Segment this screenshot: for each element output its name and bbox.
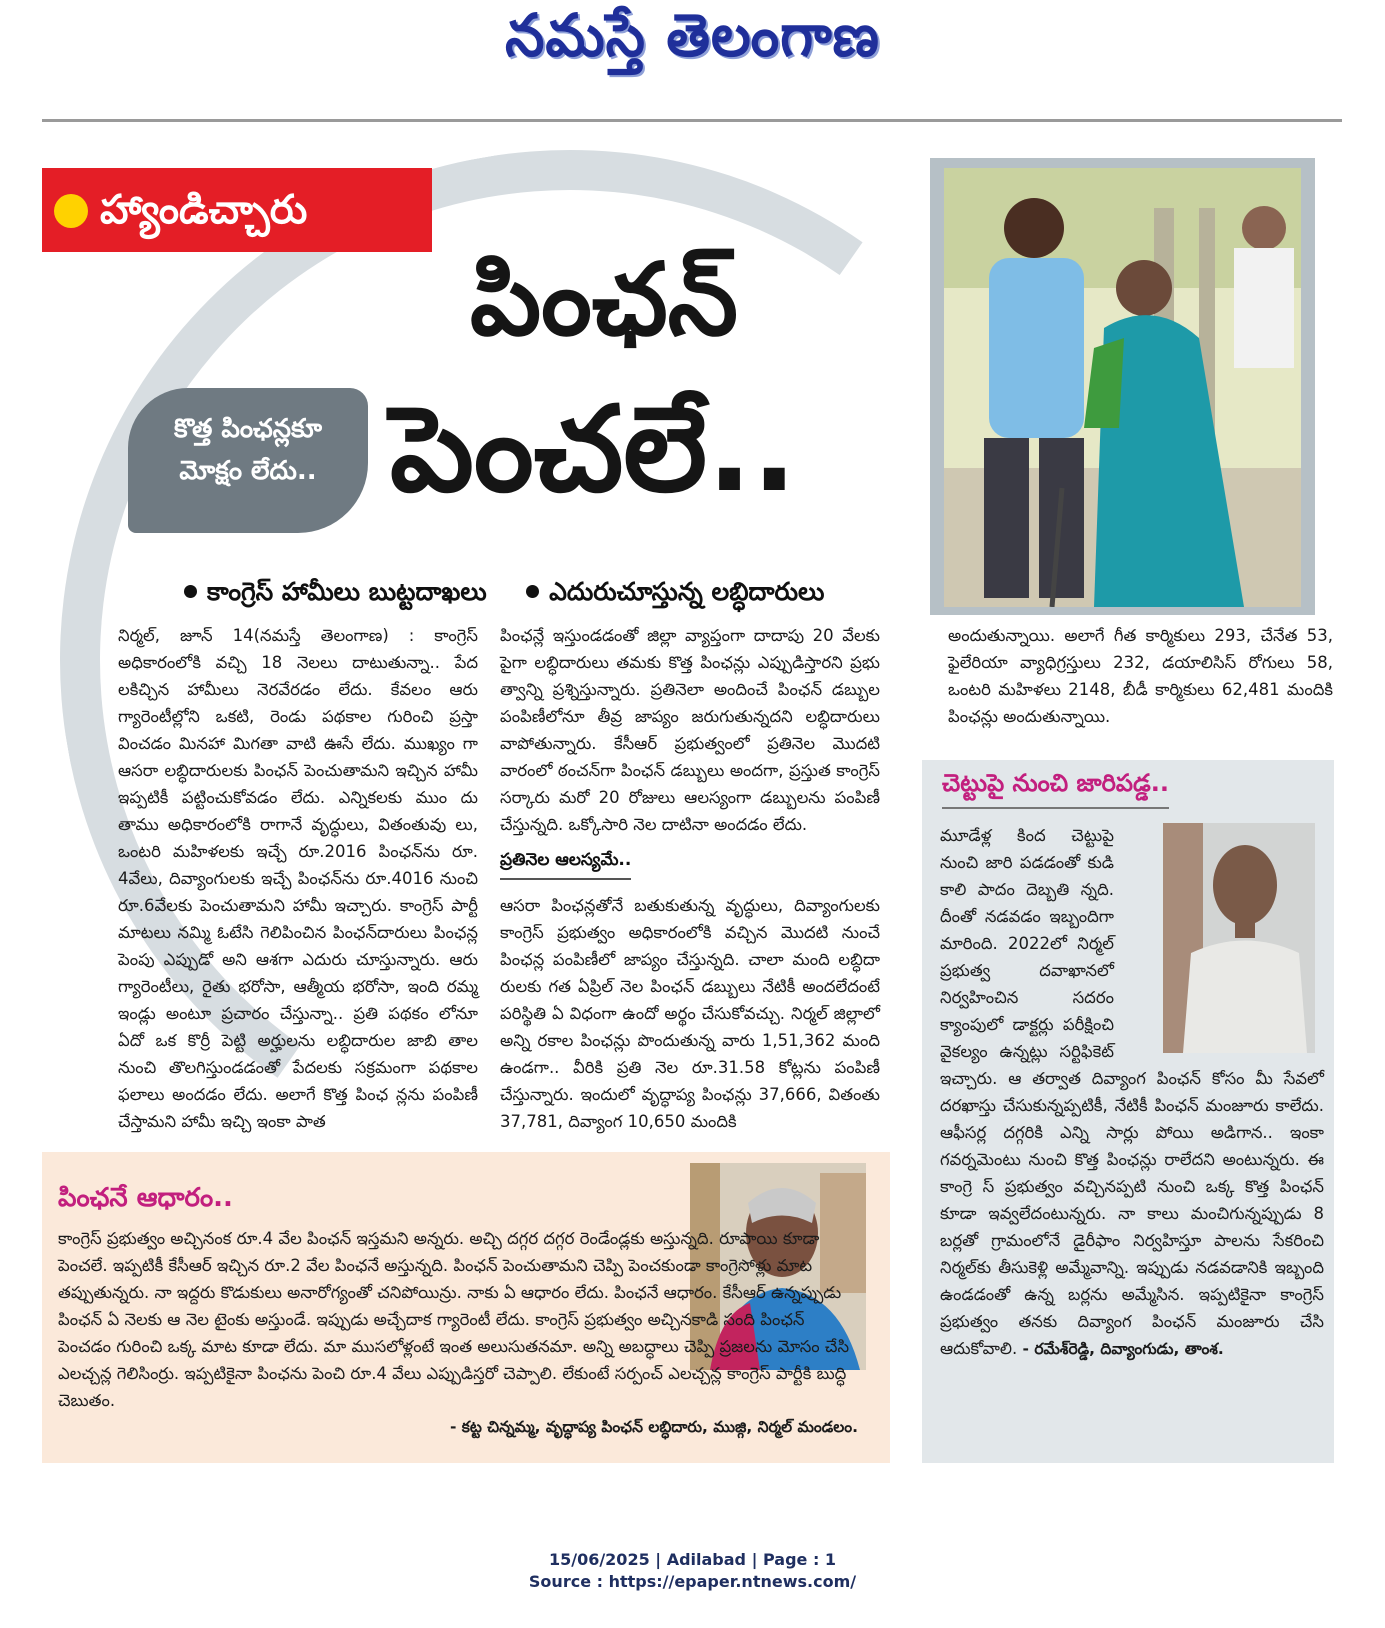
kicker-banner: హ్యాండిచ్చారు bbox=[42, 168, 432, 252]
elderly-couple-photo bbox=[944, 168, 1301, 607]
testimony-paragraph bbox=[58, 1225, 858, 1414]
box-title: చెట్టుపై నుంచి జారిపడ్డ.. bbox=[942, 769, 1169, 809]
box-text bbox=[58, 1225, 858, 1441]
article-paragraph: పింఛన్లే ఇస్తుండడంతో జిల్లా వ్యాప్తంగా దాదాపు 20 వేలకు పైగా లబ్ధిదారులు తమకు కొత్త పింఛన్లు ఎప్పుడిస్తారని ప్రభు త్వాన్ని ప్రశ్నిస్తున్నారు. ప్రతినెలా అందించే పింఛన్ డబ్బుల పంపిణీలోనూ తీవ్ర జాప్యం జరుగుతున్నదని లబ్ధిదారులు వాపోతున్నారు. కేసీఆర్ ప్రభుత్వంలో ప్రతినెల మొదటి వారంలో ఠంచన్‌గా పింఛన్ డబ్బులు అందగా, ప్రస్తుత కాంగ్రెస్ సర్కారు మరో 20 రోజులు ఆలస్యంగా డబ్బులను పంపిణీ చేస్తున్నది. ఒక్కోసారి నెల దాటినా అందడం లేదు. bbox=[500, 626, 880, 834]
headline-line-2: పెంచలే.. bbox=[390, 380, 797, 518]
subhead-1: కాంగ్రెస్ హామీలు బుట్టదాఖలు bbox=[207, 577, 487, 606]
bullet-icon bbox=[526, 585, 539, 598]
subheads bbox=[184, 577, 824, 613]
footer-source-link[interactable]: Source : https://epaper.ntnews.com/ bbox=[528, 1572, 857, 1591]
testimony-credit: - కట్ట చిన్నమ్మ, వృద్ధాప్య పింఛన్ లబ్ధిదారు, ముజ్గి, నిర్మల్ మండలం. bbox=[449, 1418, 858, 1436]
kicker-dot-icon bbox=[54, 194, 88, 228]
testimony-credit: - రమేశ్‌రెడ్డి, దివ్యాంగుడు, తాంశ. bbox=[1022, 1340, 1224, 1358]
article-paragraph: నిర్మల్, జూన్ 14(నమస్తే తెలంగాణ) : కాంగ్రెస్ అధికారంలోకి వచ్చి 18 నెలలు దాటుతున్నా.. పేద లకిచ్చిన హామీలు నెరవేరడం లేదు. కేవలం ఆరు గ్యారెంటీల్లోని ఒకటి, రెండు పథకాల గురించి ప్రస్తా వించడం మినహా మిగతా వాటి ఊసే లేదు. ముఖ్యం గా ఆసరా లబ్ధిదారులకు పింఛన్ పెంచుతామని ఇచ్చిన హామీ ఇప్పటికీ పట్టించుకోవడం లేదు. ఎన్నికలకు ముం దు తాము అధికారంలోకి రాగానే వృద్ధులు, వితంతువు లు, ఒంటరి మహిళలకు ఇచ్చే రూ.2016 పింఛన్‌ను రూ. 4వేలు, దివ్యాంగులకు ఇచ్చే పింఛన్‌ను రూ.4016 నుంచి రూ.6వేలకు పెంచుతామని హామీ ఇచ్చారు. కాంగ్రెస్ పార్టీ మాటలు నమ్మి ఓటేసి గెలిపించిన పింఛన్‌దారులు పింఛన్ల పెంపు ఎప్పుడో అని ఆశగా ఎదురు చూస్తున్నారు. ఆరు గ్యారెంటీలు, రైతు భరోసా, ఆత్మీయ భరోసా, ఇంది రమ్మ ఇండ్లు అంటూ ప్రచారం చేస్తున్నా.. ప్రతి పథకం లోనూ ఏదో ఒక కొర్రీ పెట్టి అర్హులను లబ్ధిదారుల జాబి తాల నుంచి తొలగిస్తుండడంతో పేదలకు సక్రమంగా పథకాల ఫలాలు అందడం లేదు. అలాగే కొత్త పింఛ న్లను పంపిణీ చేస్తామని హామీ ఇచ్చి ఇంకా పాత bbox=[118, 626, 478, 1131]
footer-date-edition: 15/06/2025 | Adilabad | Page : 1 bbox=[548, 1550, 837, 1569]
masthead-rule bbox=[42, 119, 1342, 122]
sub-badge bbox=[128, 388, 368, 533]
section-subhead: ప్రతినెల ఆలస్యమే.. bbox=[500, 847, 631, 880]
article-column-1 bbox=[118, 622, 478, 1135]
testimony-text: కాంగ్రెస్ ప్రభుత్వం అచ్చినంక రూ.4 వేల పింఛన్ ఇస్తమని అన్నరు. అచ్చి దగ్గర దగ్గర రెండేండ్లకు అస్తున్నది. రూపాయి కూడా పెంచలే. ఇప్పటికీ కేసీఆర్ ఇచ్చిన రూ.2 వేల పింఛనే అస్తున్నది. పింఛన్ పెంచుతామని చెప్పి పెంచకుండా కాంగ్రెసోళ్లు మాట తప్పుతున్నరు. నా ఇద్దరు కొడుకులు అనారోగ్యంతో చనిపోయిన్రు. నాకు ఏ ఆధారం లేదు. పింఛనే ఆధారం. కేసీఆర్ ఉన్నప్పుడు పింఛన్ ఏ నెలకు ఆ నెల టైంకు అస్తుండే. ఇప్పుడు అచ్చేదాక గ్యారెంటీ లేదు. కాంగ్రెస్ ప్రభుత్వం అచ్చినకాడి సంది పింఛన్ పెంచడం గురించి ఒక్క మాట కూడా లేదు. మా ముసలోళ్లంటే ఇంత అలుసుతనమా. అన్ని అబద్ధాలు చెప్పి ప్రజలను మోసం చేసి ఎలచ్చన్ల గెలిసింర్రు. ఇప్పటికైనా పింఛను పెంచి రూ.4 వేలు ఎప్పుడిస్తరో చెప్పాలి. లేకుంటే సర్పంచ్ ఎలచ్చన్ల కాంగ్రెస్ పార్టీకి బుద్ధి చెబుతం. bbox=[58, 1229, 850, 1410]
headline-line-1: పింఛన్ bbox=[470, 241, 738, 358]
article-column-2 bbox=[500, 622, 880, 1135]
box-title: పింఛనే ఆధారం.. bbox=[58, 1183, 233, 1213]
testimony-text: మూడేళ్ల కింద చెట్టుపై నుంచి జారి పడడంతో కుడి కాలి పాదం దెబ్బతి న్నది. దీంతో నడవడం ఇబ్బందిగా మారింది. 2022లో నిర్మల్ ప్రభుత్వ దవాఖానలో నిర్వహించిన సదరం క్యాంపులో డాక్టర్లు పరీక్షించి వైకల్యం ఉన్నట్లు సర్టిఫికెట్ ఇచ్చారు. ఆ తర్వాత దివ్యాంగ పింఛన్ కోసం మీ సేవలో దరఖాస్తు చేసుకున్నప్పటికీ, నేటికీ పింఛన్ మంజూరు కాలేదు. ఆఫీసర్ల దగ్గరికి ఎన్ని సార్లు పోయి అడిగాన.. ఇంకా గవర్నమెంటు నుంచి కొత్త పింఛన్లు రాలేదని అంటున్నరు. ఈ కాంగ్రె స్ ప్రభుత్వం వచ్చినప్పటి నుంచి ఒక్క కొత్త పింఛన్ కూడా ఇవ్వలేదంటున్నరు. నా కాలు మంచిగున్నప్పుడు 8 బర్లతో గ్రామంలోనే డైరీఫాం నిర్వహిస్తూ పాలను సేకరించి నిర్మల్‌కు తీసుకెళ్లి అమ్మేవాన్ని. ఇప్పుడు నడవడానికి ఇబ్బంది ఉండడంతో ఉన్న బర్లను అమ్మేసిన. ఇప్పటికైనా కాంగ్రెస్ ప్రభుత్వం తనకు దివ్యాంగ పింఛన్ మంజూరు చేసి ఆదుకోవాలి. bbox=[940, 826, 1324, 1358]
subhead-2: ఎదురుచూస్తున్న లబ్ధిదారులు bbox=[549, 577, 825, 606]
article-column-3 bbox=[948, 622, 1333, 730]
page-footer bbox=[0, 1549, 1385, 1593]
newspaper-logo: నమస్తే తెలంగాణ bbox=[505, 2, 880, 71]
article-paragraph: అందుతున్నాయి. అలాగే గీత కార్మికులు 293, చేనేత 53, ఫైలేరియా వ్యాధిగ్రస్తులు 232, డయాలిసిస్ రోగులు 58, ఒంటరి మహిళలు 2148, బీడీ కార్మికులు 62,481 మందికి పింఛన్లు అందుతున్నాయి. bbox=[948, 626, 1333, 726]
badge-line-2: మోక్షం లేదు.. bbox=[179, 456, 317, 486]
badge-line-1: కొత్త పింఛన్లకూ bbox=[174, 414, 322, 444]
masthead bbox=[0, 0, 1385, 90]
bullet-icon bbox=[184, 585, 197, 598]
box-text bbox=[940, 822, 1324, 1363]
article-paragraph: ఆసరా పింఛన్లతోనే బతుకుతున్న వృద్ధులు, దివ్యాంగులకు కాంగ్రెస్ ప్రభుత్వం అధికారంలోకి వచ్చిన మొదటి నుంచే పింఛన్ల పంపిణీలో జాప్యం చేస్తున్నది. చాలా మంది లబ్ధిదా రులకు గత ఏప్రిల్ నెల పింఛన్ డబ్బులు నేటికీ అందలేదంటే పరిస్థితి ఏ విధంగా ఉందో అర్థం చేసుకోవచ్చు. నిర్మల్ జిల్లాలో అన్ని రకాల పింఛన్లు పొందుతున్న వారు 1,51,362 మంది ఉండగా.. వీరికి ప్రతి నెల రూ.31.58 కోట్లను పంపిణీ చేస్తున్నారు. ఇందులో వృద్ధాప్య పింఛన్లు 37,666, వితంతు 37,781, దివ్యాంగ 10,650 మందికి bbox=[500, 896, 880, 1131]
